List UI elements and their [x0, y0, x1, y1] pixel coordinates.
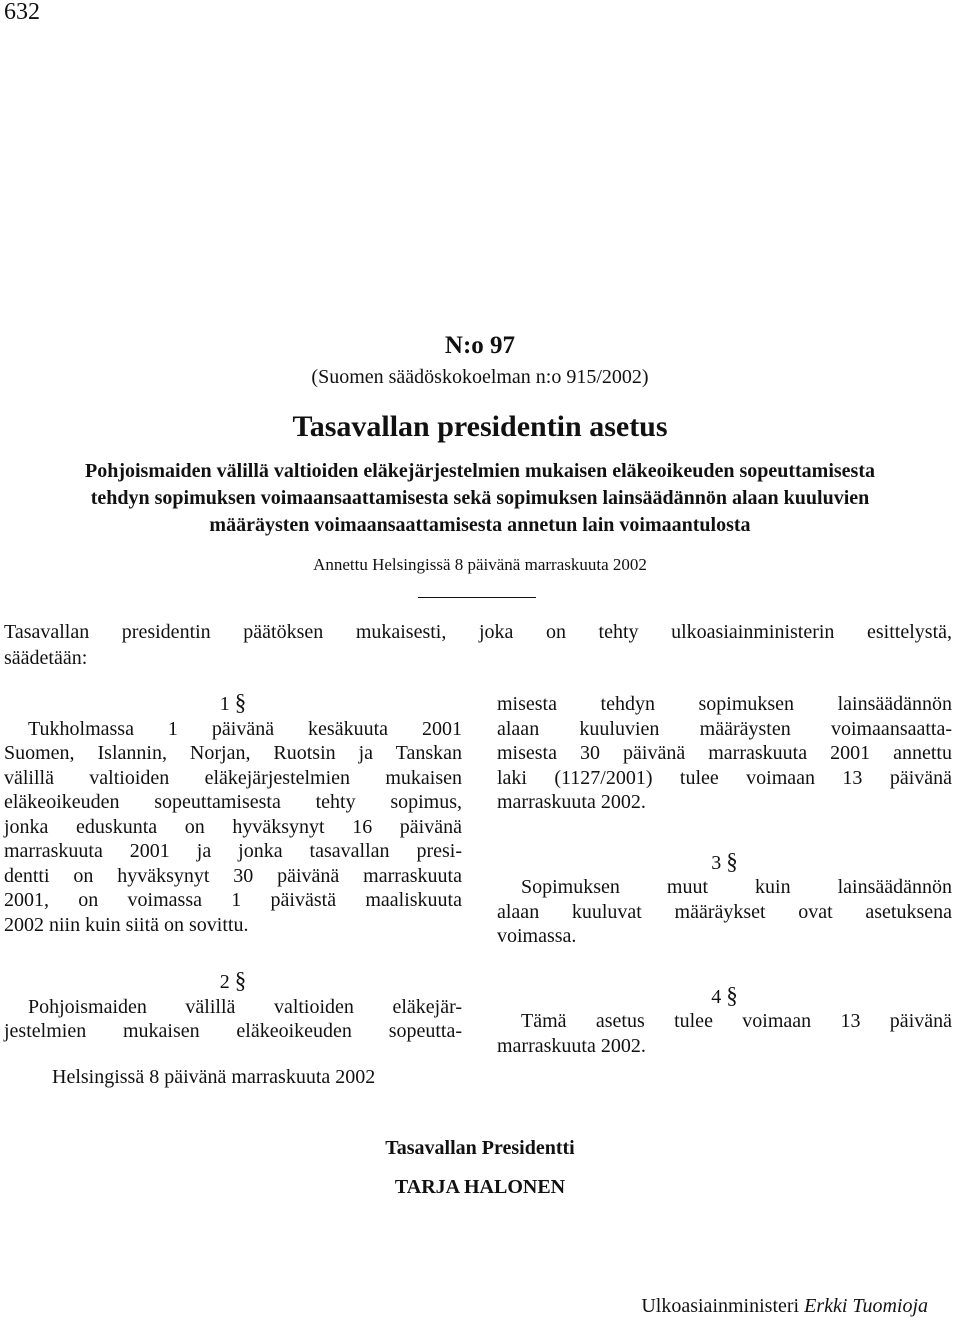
- section-2-line: laki (1127/2001) tulee voimaan 13 päivänä: [497, 766, 952, 789]
- section-1-line: Tukholmassa 1 päivänä kesäkuuta 2001: [28, 717, 462, 740]
- section-3-line: voimassa.: [497, 925, 577, 947]
- right-column: [497, 692, 952, 1058]
- signing-place-date: Helsingissä 8 päivänä marraskuuta 2002: [52, 1066, 376, 1088]
- signer-name: TARJA HALONEN: [394, 1176, 566, 1198]
- section-2-line: marraskuuta 2002.: [497, 791, 646, 813]
- section-2-line: jestelmien mukaisen eläkeoikeuden sopeutta-: [4, 1020, 462, 1042]
- section-1-line: välillä valtioiden eläkejärjestelmien mukaisen: [4, 766, 462, 789]
- section-2-line: misesta tehdyn sopimuksen lainsäädännön: [497, 693, 952, 715]
- section-number: 1: [219, 693, 230, 715]
- subject-line: määräysten voimaansaattamisesta annetun lain voimaantulosta: [209, 514, 751, 536]
- section-1-line: 2001, on voimassa 1 päivästä maaliskuuta: [4, 889, 462, 911]
- section-number: 2: [219, 971, 230, 993]
- section-number: 3: [711, 851, 722, 874]
- section-1-line: Suomen, Islannin, Norjan, Ruotsin ja Tanskan: [4, 742, 462, 764]
- collection-reference: (Suomen säädöskokoelman n:o 915/2002): [311, 366, 649, 388]
- decree-subject: [0, 458, 960, 539]
- page-number: 632: [4, 0, 40, 25]
- subject-line: Pohjoismaiden välillä valtioiden eläkejärjestelmien mukaisen eläkeoikeuden sopeuttamisesta: [85, 460, 875, 482]
- section-sign: §: [234, 690, 247, 715]
- preamble-line: Tasavallan presidentin päätöksen mukaisesti, joka on tehty ulkoasiainministerin esittelystä,: [4, 621, 952, 643]
- section-3-line: Sopimuksen muut kuin lainsäädännön: [521, 876, 952, 898]
- section-1-line: 2002 niin kuin siitä on sovittu.: [4, 913, 249, 936]
- section-heading-4: [497, 982, 952, 1010]
- left-column: [4, 692, 462, 1044]
- section-sign: §: [234, 968, 247, 993]
- minister-title: Ulkoasiainministeri: [641, 1295, 800, 1317]
- section-2-line: misesta 30 päivänä marraskuuta 2001 annettu: [497, 742, 952, 764]
- section-sign: §: [726, 848, 738, 874]
- section-2-line: Pohjoismaiden välillä valtioiden eläkejär-: [28, 995, 462, 1018]
- section-4-line: marraskuuta 2002.: [497, 1034, 646, 1057]
- section-number: 4: [711, 985, 722, 1008]
- preamble-line: säädetään:: [4, 647, 88, 669]
- minister-name: Erkki Tuomioja: [804, 1295, 928, 1317]
- preamble: [4, 619, 952, 671]
- section-1-line: jonka eduskunta on hyväksynyt 16 päivänä: [4, 815, 462, 838]
- section-heading-2: [4, 970, 462, 995]
- section-1-line: marraskuuta 2001 ja jonka tasavallan presi-: [4, 840, 462, 862]
- issued-date: Annettu Helsingissä 8 päivänä marraskuuta 2002: [313, 555, 647, 574]
- section-heading-3: [497, 848, 952, 876]
- signer-title: Tasavallan Presidentti: [385, 1137, 575, 1159]
- decree-number: N:o 97: [444, 332, 516, 359]
- subject-line: tehdyn sopimuksen voimaansaattamisesta sekä sopimuksen lainsäädännön alaan kuuluvien: [90, 487, 870, 509]
- document-type-title: Tasavallan presidentin asetus: [292, 410, 668, 443]
- section-4-line: Tämä asetus tulee voimaan 13 päivänä: [521, 1010, 952, 1032]
- section-1-line: dentti on hyväksynyt 30 päivänä marraskuuta: [4, 864, 462, 887]
- countersignature: [641, 1295, 928, 1318]
- section-3-line: alaan kuuluvat määräykset ovat asetuksena: [497, 900, 952, 923]
- section-2-line: alaan kuuluvien määräysten voimaansaatta-: [497, 717, 952, 740]
- section-1-line: eläkeoikeuden sopeuttamisesta tehty sopimus,: [4, 791, 462, 813]
- section-heading-1: [4, 692, 462, 717]
- separator-rule: [418, 597, 536, 598]
- section-sign: §: [726, 982, 738, 1008]
